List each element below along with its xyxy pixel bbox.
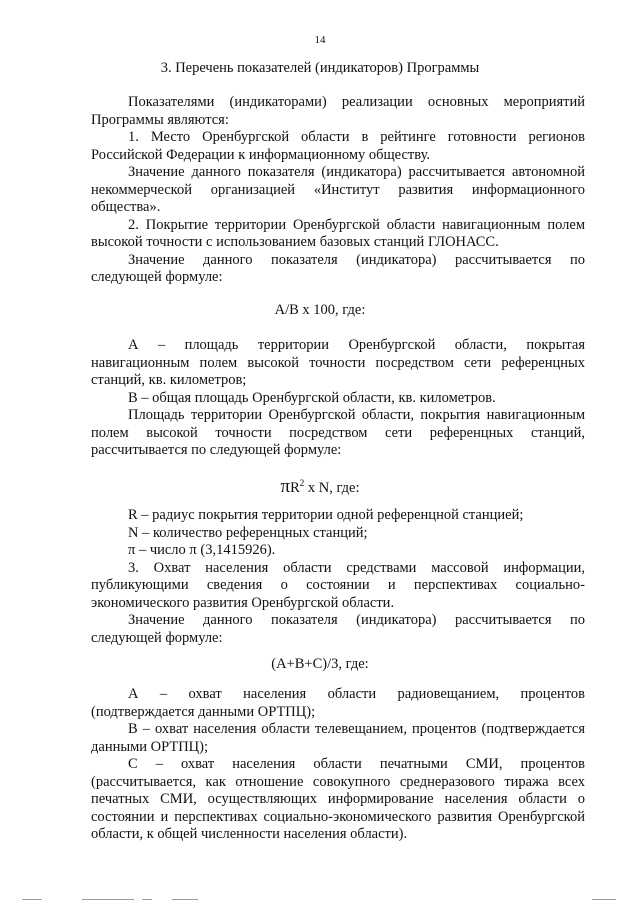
formula-rest: x N, где: [304,480,360,496]
paragraph: 1. Место Оренбургской области в рейтинге готовности регионов Российской Федерации к информационному обществу. [91,129,585,163]
text-block-area-terms [91,507,585,647]
paragraph: Показателями (индикаторами) реализации основных мероприятий Программы являются: [91,94,585,128]
scan-edge-mark [172,899,198,900]
formula-exponent: 2 [299,478,305,489]
paragraph: В – охват населения области телевещанием, процентов (подтверждается данными ОРТПЦ); [91,721,585,755]
paragraph: π – число π (3,1415926). [128,542,276,558]
formula-base: R [290,480,300,496]
scan-edge-mark [22,899,42,900]
section-title: 3. Перечень показателей (индикаторов) Программы [160,60,480,76]
text-block-media-terms [91,686,585,844]
text-block-indicators [91,94,585,287]
page-number: 14 [314,34,326,46]
paragraph: Значение данного показателя (индикатора) рассчитывается по следующей формуле: [91,612,585,646]
pi-symbol: π [280,476,291,497]
formula-area [0,476,640,498]
paragraph: С – охват населения области печатными СМИ, процентов (рассчитывается, как отношение совокупного среднеразового тиража всех печатных СМИ, осуществляющих информирование населения области о состоянии и перспективах социально-экономического развития Оренбургской области, к общей численности населения области). [91,756,585,842]
paragraph: В – общая площадь Оренбургской области, кв. километров. [128,389,496,406]
formula-coverage-ratio: A/B x 100, где: [274,302,366,318]
text-block-formula-terms [91,337,585,460]
scan-edge-mark [592,899,616,900]
paragraph: N – количество референцных станций; [128,524,368,541]
scan-edge-mark [82,899,134,900]
paragraph: Значение данного показателя (индикатора) рассчитывается автономной некоммерческой организацией «Институт развития информационного общества». [91,164,585,215]
paragraph: 3. Охват населения области средствами массовой информации, публикующими сведения о состоянии и перспективах социально-экономического развития Оренбургской области. [91,559,585,611]
paragraph: 2. Покрытие территории Оренбургской области навигационным полем высокой точности с использованием базовых станций ГЛОНАСС. [91,216,585,250]
paragraph: А – площадь территории Оренбургской области, покрытая навигационным полем высокой точности посредством сети референцных станций, кв. километров; [91,337,585,388]
paragraph: А – охват населения области радиовещанием, процентов (подтверждается данными ОРТПЦ); [91,686,585,720]
formula-media-coverage: (A+B+C)/3, где: [271,656,369,672]
paragraph: Значение данного показателя (индикатора) рассчитывается по следующей формуле: [91,251,585,285]
paragraph: Площадь территории Оренбургской области, покрытия навигационным полем высокой точности посредством сети референцных станций, рассчитывается по следующей формуле: [91,407,585,458]
paragraph: R – радиус покрытия территории одной референцной станцией; [128,507,524,523]
scan-edge-mark [142,899,152,900]
